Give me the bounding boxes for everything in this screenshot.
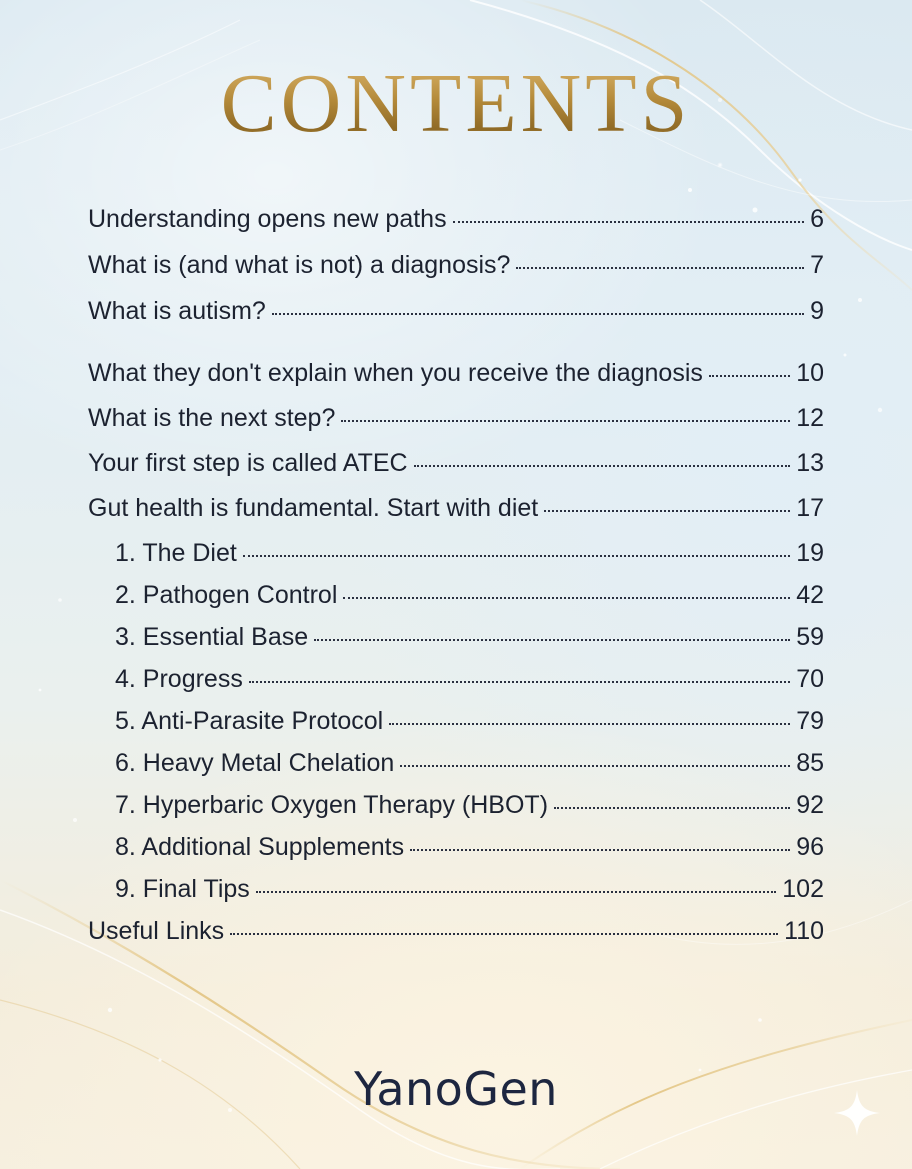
toc-entry-page: 59 (796, 623, 824, 651)
dot-leader (343, 597, 790, 599)
toc-entry-label: 4. Progress (115, 665, 243, 693)
sparkle-icon (832, 1088, 882, 1138)
toc-entry-page: 96 (796, 833, 824, 861)
toc-entry-page: 9 (810, 297, 824, 325)
toc-subentry[interactable] (115, 665, 824, 705)
toc-subentry[interactable] (115, 791, 824, 831)
dot-leader (314, 639, 790, 641)
toc-entry[interactable] (88, 917, 824, 957)
toc-entry-label: 5. Anti-Parasite Protocol (115, 707, 384, 735)
toc-entry-label: 6. Heavy Metal Chelation (115, 749, 395, 777)
dot-leader (554, 807, 790, 809)
toc-subentry[interactable] (115, 539, 824, 579)
page-title: CONTENTS (0, 62, 912, 146)
toc-entry-page: 42 (796, 581, 824, 609)
toc-entry-page: 12 (796, 404, 824, 432)
toc-subentry[interactable] (115, 707, 824, 747)
toc-entry-page: 19 (796, 539, 824, 567)
toc-subentry[interactable] (115, 749, 824, 789)
toc-entry-page: 6 (810, 205, 824, 233)
toc-entry-label: Useful Links (88, 917, 225, 945)
dot-leader (410, 849, 790, 851)
toc-entry-label: What is the next step? (88, 404, 336, 432)
toc-entry-label: Understanding opens new paths (88, 205, 447, 233)
dot-leader (272, 313, 804, 315)
toc-entry-label: Gut health is fundamental. Start with diet (88, 494, 539, 522)
toc-subentry[interactable] (115, 581, 824, 621)
toc-entry[interactable] (88, 205, 824, 245)
toc-entry-label: 7. Hyperbaric Oxygen Therapy (HBOT) (115, 791, 549, 819)
dot-leader (516, 267, 804, 269)
dot-leader (243, 555, 790, 557)
toc-entry-label: 2. Pathogen Control (115, 581, 338, 609)
dot-leader (230, 933, 778, 935)
toc-entry-label: What is (and what is not) a diagnosis? (88, 251, 511, 279)
toc-entry[interactable] (88, 494, 824, 534)
dot-leader (389, 723, 790, 725)
dot-leader (256, 891, 777, 893)
toc-entry-page: 79 (796, 707, 824, 735)
toc-entry-page: 7 (810, 251, 824, 279)
toc-entry-label: Your first step is called ATEC (88, 449, 408, 477)
toc-entry-page: 70 (796, 665, 824, 693)
dot-leader (709, 375, 790, 377)
toc-entry-page: 85 (796, 749, 824, 777)
toc-entry[interactable] (88, 359, 824, 399)
toc-entry-page: 102 (782, 875, 824, 903)
toc-subentry[interactable] (115, 875, 824, 915)
dot-leader (249, 681, 790, 683)
toc-entry-label: 8. Additional Supplements (115, 833, 405, 861)
toc-entry[interactable] (88, 449, 824, 489)
toc-entry-page: 13 (796, 449, 824, 477)
toc-entry-label: What they don't explain when you receive the diagnosis (88, 359, 703, 387)
toc-subentry[interactable] (115, 623, 824, 663)
toc-entry-label: 3. Essential Base (115, 623, 309, 651)
toc-entry[interactable] (88, 251, 824, 291)
toc-entry[interactable] (88, 404, 824, 444)
dot-leader (544, 510, 790, 512)
toc-entry-label: 9. Final Tips (115, 875, 250, 903)
dot-leader (400, 765, 790, 767)
toc-entry-page: 17 (796, 494, 824, 522)
brand-logo: YanoGen (354, 1062, 558, 1116)
toc-entry-page: 92 (796, 791, 824, 819)
toc-entry-label: 1. The Diet (115, 539, 237, 567)
dot-leader (414, 465, 791, 467)
toc-subentry[interactable] (115, 833, 824, 873)
toc-entry[interactable] (88, 297, 824, 337)
toc-entry-page: 110 (784, 917, 824, 945)
toc-entry-page: 10 (796, 359, 824, 387)
toc-entry-label: What is autism? (88, 297, 266, 325)
dot-leader (453, 221, 805, 223)
dot-leader (341, 420, 790, 422)
